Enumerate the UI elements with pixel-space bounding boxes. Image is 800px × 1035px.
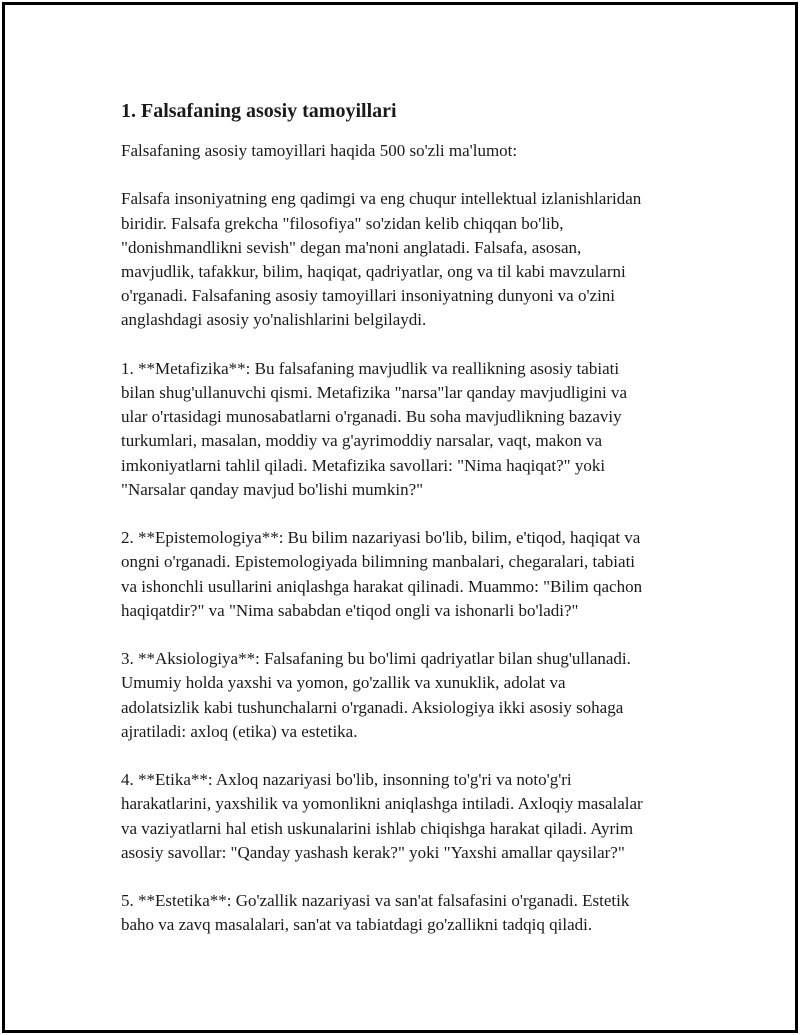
text-line: turkumlari, masalan, moddiy va g'ayrimoddiy narsalar, vaqt, makon va xyxy=(121,431,603,451)
text-line: mavjudlik, tafakkur, bilim, haqiqat, qadriyatlar, ong va til kabi mavzularni xyxy=(121,262,626,281)
intro-paragraph: Falsafaning asosiy tamoyillari haqida 500 so'zli ma'lumot: xyxy=(121,141,518,160)
text-line: 3. **Aksiologiya**: Falsafaning bu bo'limi qadriyatlar bilan shug'ullanadi. xyxy=(121,649,631,669)
body-paragraph xyxy=(121,357,701,502)
page-frame xyxy=(2,2,798,1033)
text-line: 1. **Metafizika**: Bu falsafaning mavjudlik va reallikning asosiy tabiati xyxy=(121,358,620,378)
text-line: anglashdagi asosiy yo'nalishlarini belgilaydi. xyxy=(121,310,427,330)
text-line: ular o'rtasidagi munosabatlarni o'rganadi. Bu soha mavjudlikning bazaviy xyxy=(121,407,622,427)
text-line: biridir. Falsafa grekcha "filosofiya" so'zidan kelib chiqqan bo'lib, xyxy=(121,213,564,233)
text-line: va vaziyatlarni hal etish uskunalarini ishlab chiqishga harakat qiladi. Ayrim xyxy=(121,818,634,838)
text-line: va ishonchli usullarini aniqlashga harakat qilinadi. Muammo: "Bilim qachon xyxy=(121,576,643,596)
text-line: "Narsalar qanday mavjud bo'lishi mumkin?" xyxy=(121,479,424,499)
text-line: bilan shug'ullanuvchi qismi. Metafizika "narsa"lar qanday mavjudligini va xyxy=(121,383,628,402)
text-line: adolatsizlik kabi tushunchalarni o'rganadi. Aksiologiya ikki asosiy sohaga xyxy=(121,697,624,717)
text-line: Umumiy holda yaxshi va yomon, go'zallik va xunuklik, adolat va xyxy=(121,673,566,693)
body-paragraph xyxy=(121,526,701,623)
body-paragraph xyxy=(121,889,701,937)
text-line: 2. **Epistemologiya**: Bu bilim nazariyasi bo'lib, bilim, e'tiqod, haqiqat va xyxy=(121,528,641,548)
document-content xyxy=(121,97,701,962)
text-line: baho va zavq masalalari, san'at va tabiatdagi go'zallikni tadqiq qiladi. xyxy=(121,915,593,935)
text-line: ajratiladi: axloq (etika) va estetika. xyxy=(121,721,358,741)
text-line: harakatlarini, yaxshilik va yomonlikni aniqlashga intiladi. Axloqiy masalalar xyxy=(121,794,643,814)
text-line: imkoniyatlarni tahlil qiladi. Metafizika savollari: "Nima haqiqat?" yoki xyxy=(121,455,606,475)
body-paragraph xyxy=(121,768,701,865)
text-line: haqiqatdir?" va "Nima sababdan e'tiqod ongli va ishonarli bo'ladi?" xyxy=(121,600,579,620)
text-line: asosiy savollar: "Qanday yashash kerak?" yoki "Yaxshi amallar qaysilar?" xyxy=(121,842,625,862)
text-line: o'rganadi. Falsafaning asosiy tamoyillari insoniyatning dunyoni va o'zini xyxy=(121,286,616,306)
text-line: ongni o'rganadi. Epistemologiyada bilimning manbalari, chegaralari, tabiati xyxy=(121,552,636,572)
body-paragraph xyxy=(121,187,701,332)
text-line: "donishmandlikni sevish" degan ma'noni anglatadi. Falsafa, asosan, xyxy=(121,237,582,257)
text-line: Falsafa insoniyatning eng qadimgi va eng chuqur intellektual izlanishlaridan xyxy=(121,189,642,209)
paragraph-list xyxy=(121,187,701,937)
text-line: 4. **Etika**: Axloq nazariyasi bo'lib, insonning to'g'ri va noto'g'ri xyxy=(121,770,572,790)
body-paragraph xyxy=(121,647,701,744)
text-line: 5. **Estetika**: Go'zallik nazariyasi va san'at falsafasini o'rganadi. Estetik xyxy=(121,891,630,911)
document-title: 1. Falsafaning asosiy tamoyillari xyxy=(121,100,397,122)
